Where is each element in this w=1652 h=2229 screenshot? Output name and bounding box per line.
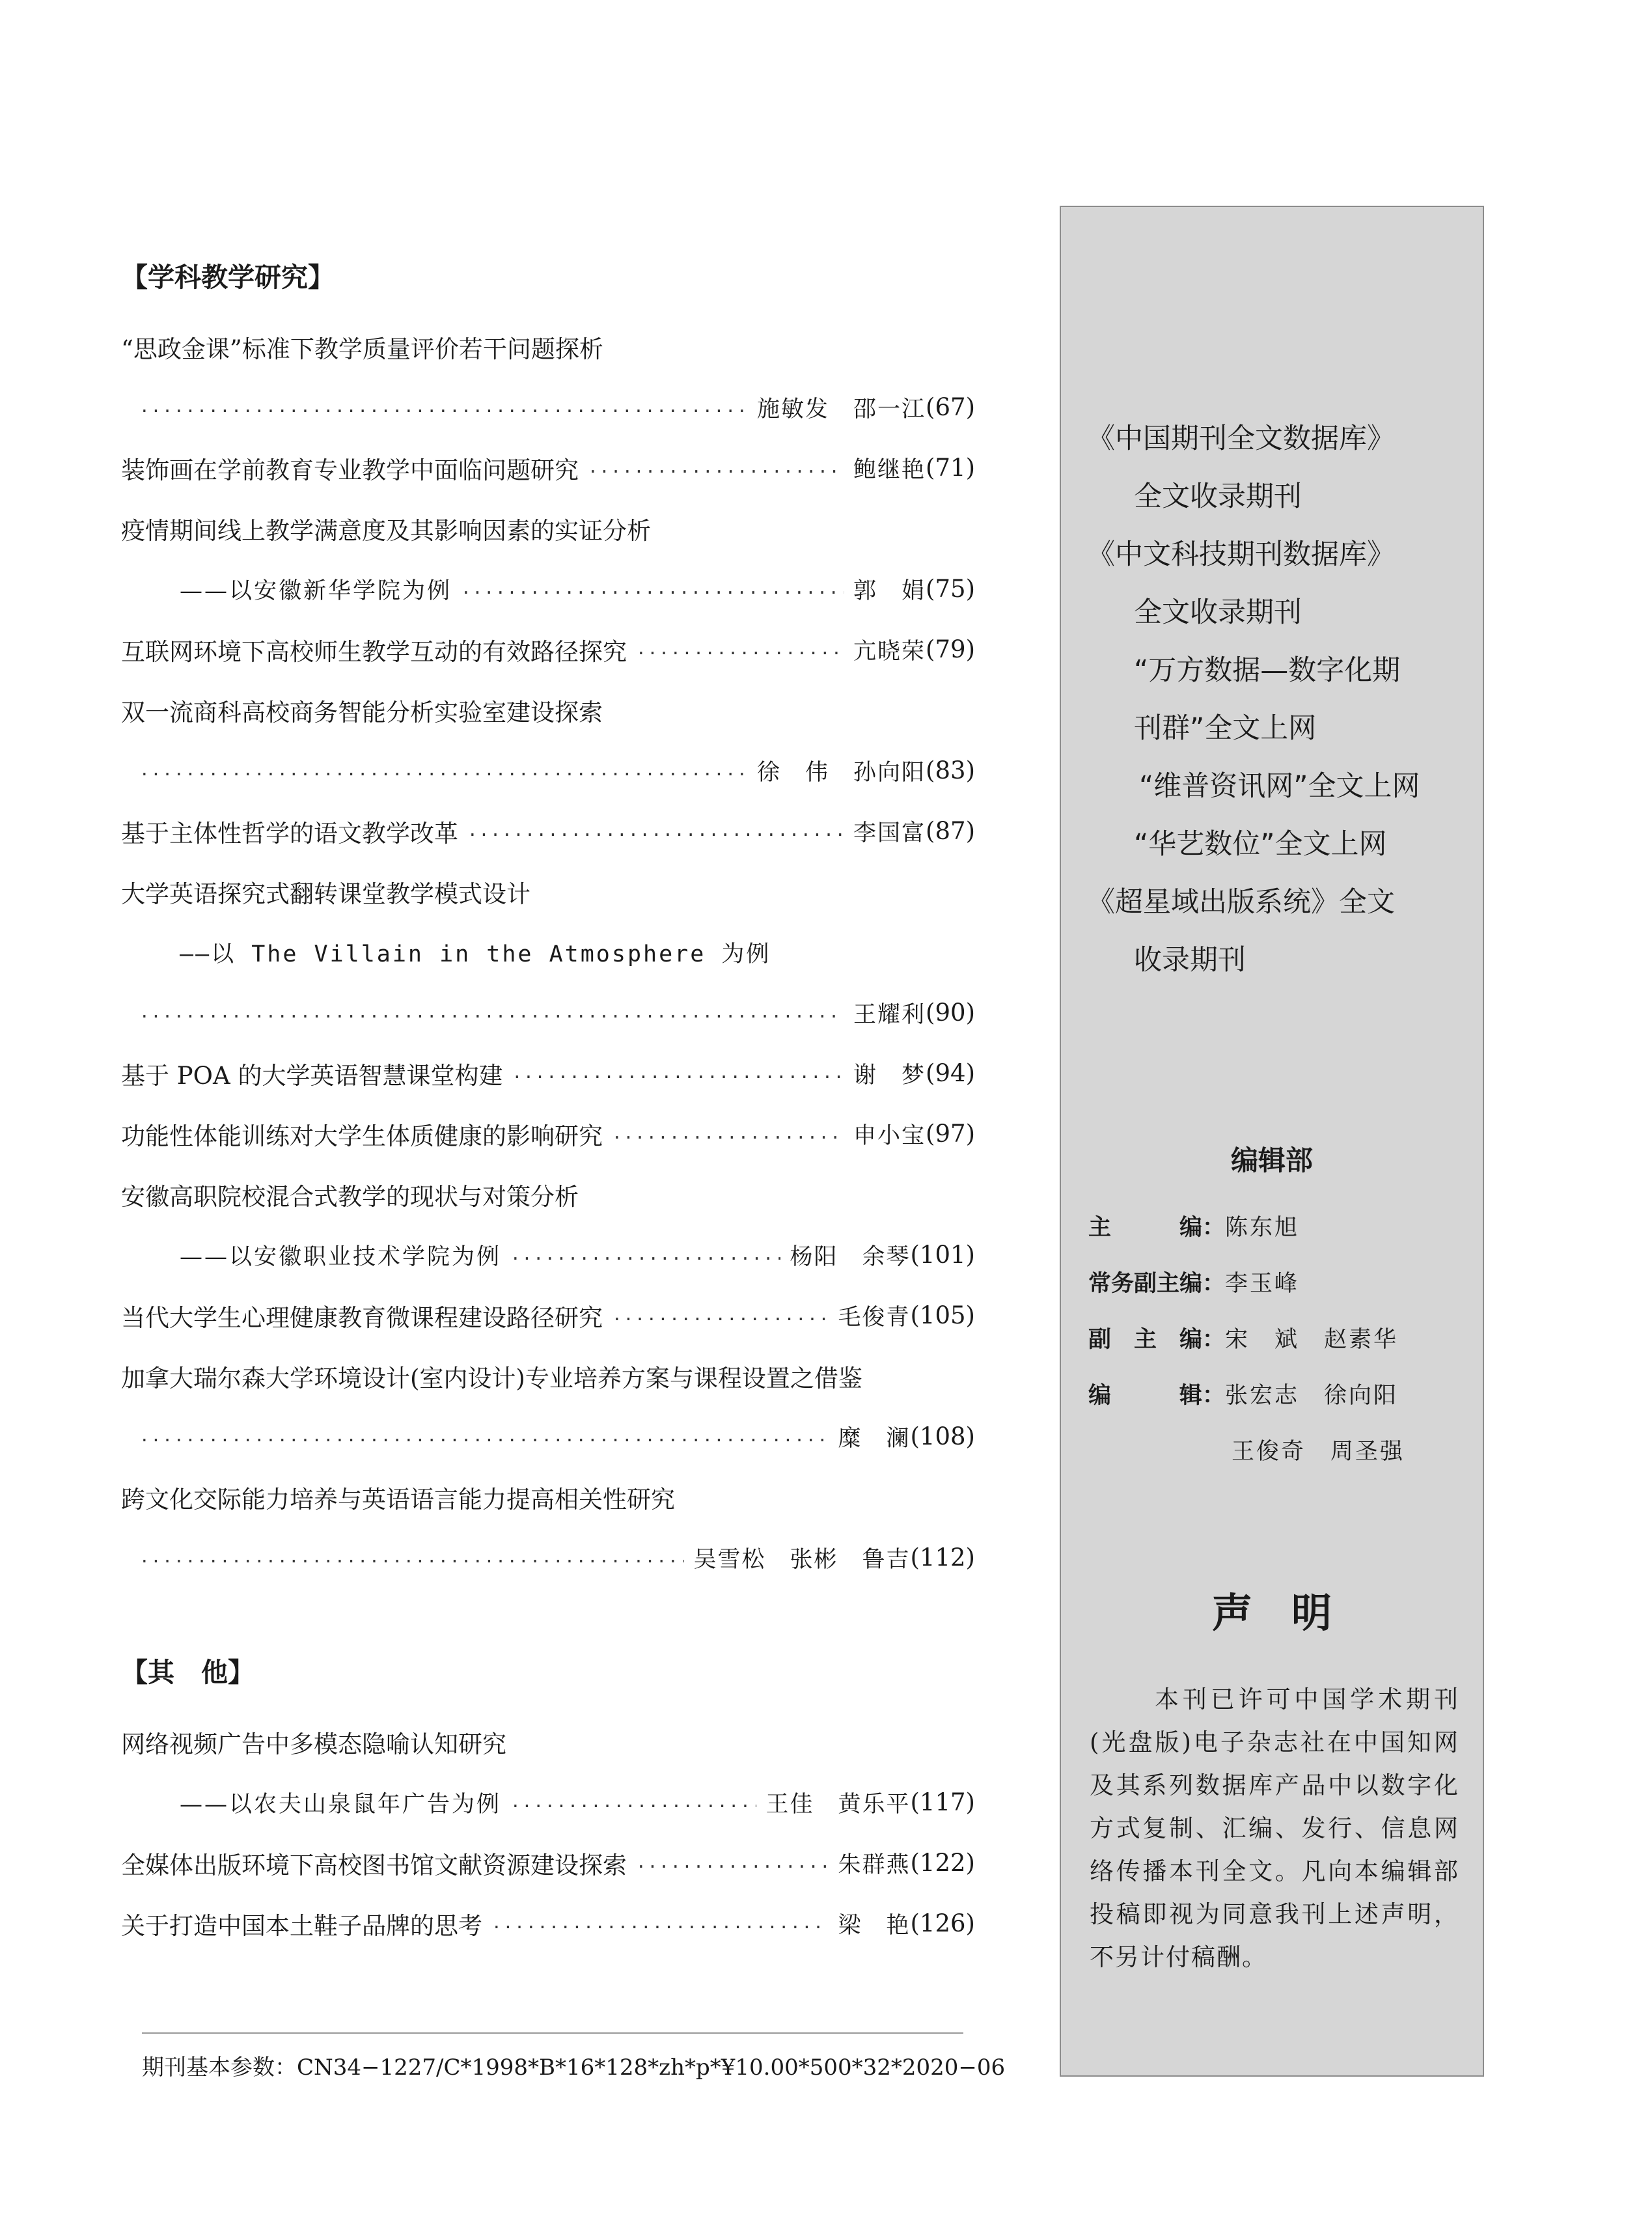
entry-author: 徐 伟 孙向阳 — [757, 759, 926, 786]
footer-rule — [142, 2032, 963, 2034]
toc-entry[interactable] — [121, 437, 975, 498]
toc-entry[interactable] — [121, 1406, 975, 1467]
entry-page: (90) — [926, 999, 975, 1027]
editorial-role: 常务副主编： — [1088, 1271, 1226, 1297]
entry-subtitle: ——以安徽职业技术学院为例 — [180, 1243, 502, 1270]
entry-title: 功能性体能训练对大学生体质健康的影响研究 — [121, 1122, 603, 1150]
toc-entry[interactable] — [121, 1346, 975, 1406]
leader-dots — [139, 1007, 844, 1027]
editorial-names: 李玉峰 — [1225, 1271, 1300, 1297]
database-line: 《中文科技期刊数据库》 — [1087, 538, 1395, 571]
declaration-title: 声明 — [1211, 1589, 1371, 1637]
entry-author: 糜 澜 — [838, 1425, 911, 1452]
entry-author: 施敏发 邵一江 — [757, 396, 926, 422]
section-heading: 【其 他】 — [121, 1657, 255, 1688]
entry-title: 基于主体性哲学的语文教学改革 — [121, 819, 458, 848]
entry-page: (117) — [910, 1788, 975, 1816]
editorial-role: 编 辑： — [1088, 1383, 1226, 1409]
toc-entry[interactable] — [121, 1833, 975, 1893]
editorial-names: 陈东旭 — [1225, 1215, 1300, 1241]
entry-page: (101) — [910, 1241, 975, 1269]
toc-entry[interactable] — [121, 1527, 975, 1588]
leader-dots — [636, 644, 844, 663]
entry-author: 谢 梦 — [853, 1062, 926, 1088]
leader-dots — [491, 1918, 829, 1937]
leader-dots — [139, 402, 748, 421]
editorial-names: 王俊奇 周圣强 — [1232, 1439, 1405, 1465]
editorial-row — [1232, 1433, 1405, 1466]
toc-entry[interactable] — [121, 801, 975, 861]
entry-author: 梁 艳 — [838, 1912, 911, 1939]
toc-entry[interactable] — [121, 740, 975, 801]
entry-title: 基于 POA 的大学英语智慧课堂构建 — [121, 1061, 503, 1090]
database-line: “万方数据—数字化期 — [1134, 654, 1401, 687]
entry-title: “思政金课”标准下教学质量评价若干问题探析 — [121, 335, 603, 363]
toc-entry[interactable] — [121, 861, 975, 922]
toc-entry[interactable] — [121, 1467, 975, 1527]
entry-page: (79) — [926, 635, 975, 663]
entry-title: 疫情期间线上教学满意度及其影响因素的实证分析 — [121, 516, 651, 545]
database-line: 刊群”全文上网 — [1134, 712, 1317, 745]
entry-page: (112) — [910, 1544, 975, 1571]
editorial-row — [1088, 1378, 1398, 1410]
entry-author: 亢晓荣 — [853, 638, 926, 665]
leader-dots — [461, 583, 844, 603]
leader-dots — [467, 825, 844, 845]
toc-entry[interactable] — [121, 316, 975, 377]
entry-page: (71) — [926, 454, 975, 482]
entry-subtitle: ——以农夫山泉鼠年广告为例 — [180, 1791, 502, 1818]
editorial-row — [1088, 1322, 1398, 1354]
entry-page: (122) — [910, 1849, 975, 1877]
entry-author: 李国富 — [853, 820, 926, 846]
entry-subtitle: ——以安徽新华学院为例 — [180, 577, 452, 604]
leader-dots — [510, 1249, 780, 1269]
toc-entry[interactable] — [121, 1893, 975, 1954]
editorial-names: 张宏志 徐向阳 — [1225, 1383, 1399, 1409]
database-line: “维普资讯网”全文上网 — [1139, 770, 1420, 803]
leader-dots — [139, 1431, 829, 1450]
leader-dots — [588, 462, 844, 482]
declaration-text: 本刊已许可中国学术期刊(光盘版)电子杂志社在中国知网及其系列数据库产品中以数字化方式复制、汇编、发行、信息网络传播本刊全文。凡向本编辑部投稿即视为同意我刊上述声明，不另计付稿酬。 — [1090, 1685, 1459, 1971]
database-line: 《超星域出版系统》全文 — [1087, 886, 1395, 919]
toc-entry[interactable] — [121, 559, 975, 619]
toc-entry[interactable] — [121, 619, 975, 680]
entry-page: (126) — [910, 1909, 975, 1937]
info-sidebar — [1060, 206, 1484, 2077]
entry-title: 加拿大瑞尔森大学环境设计(室内设计)专业培养方案与课程设置之借鉴 — [121, 1364, 862, 1392]
entry-author: 郭 娟 — [853, 577, 926, 604]
editorial-row — [1088, 1266, 1299, 1298]
leader-dots — [139, 765, 748, 784]
entry-page: (75) — [926, 575, 975, 603]
entry-author: 王耀利 — [853, 1001, 926, 1028]
entry-page: (94) — [926, 1059, 975, 1087]
entry-title: 大学英语探究式翻转课堂教学模式设计 — [121, 879, 530, 908]
entry-title: 当代大学生心理健康教育微课程建设路径研究 — [121, 1303, 603, 1332]
toc-entry[interactable] — [121, 1711, 975, 1772]
toc-entry[interactable] — [121, 1103, 975, 1164]
entry-author: 杨阳 余琴 — [790, 1243, 911, 1270]
toc-entry[interactable] — [121, 1043, 975, 1103]
toc-entry[interactable] — [121, 1164, 975, 1225]
entry-author: 朱群燕 — [838, 1851, 911, 1878]
database-line: 《中国期刊全文数据库》 — [1087, 422, 1395, 455]
journal-parameters: 期刊基本参数：CN34−1227/C*1998*B*16*128*zh*p*¥10.00*500*32*2020−06 — [142, 2055, 1006, 2081]
leader-dots — [612, 1128, 844, 1148]
entry-page: (67) — [926, 393, 975, 421]
table-of-contents — [121, 258, 975, 1954]
toc-entry[interactable] — [121, 498, 975, 559]
entry-title: 关于打造中国本土鞋子品牌的思考 — [121, 1911, 482, 1940]
toc-entry[interactable] — [121, 377, 975, 437]
editorial-title: 编辑部 — [1230, 1144, 1313, 1176]
leader-dots — [636, 1857, 829, 1877]
toc-entry[interactable] — [121, 1225, 975, 1285]
leader-dots — [512, 1068, 844, 1087]
entry-page: (105) — [910, 1301, 975, 1329]
leader-dots — [139, 1552, 684, 1571]
database-line: 全文收录期刊 — [1134, 480, 1302, 513]
toc-entry[interactable] — [121, 680, 975, 740]
database-list — [1087, 410, 1471, 990]
entry-author: 吴雪松 张彬 鲁吉 — [693, 1546, 911, 1573]
database-line: “华艺数位”全文上网 — [1134, 828, 1387, 861]
entry-page: (97) — [926, 1120, 975, 1148]
entry-author: 王佳 黄乐平 — [765, 1791, 911, 1818]
toc-entry[interactable] — [121, 982, 975, 1043]
toc-entry[interactable] — [121, 1772, 975, 1833]
editorial-role: 副 主 编： — [1088, 1327, 1226, 1353]
leader-dots — [612, 1310, 829, 1329]
entry-title: 安徽高职院校混合式教学的现状与对策分析 — [121, 1182, 579, 1211]
entry-subtitle: ——以 The Villain in the Atmosphere 为例 — [180, 941, 771, 967]
editorial-row — [1088, 1210, 1299, 1242]
database-line: 收录期刊 — [1134, 944, 1246, 976]
entry-author: 鲍继艳 — [853, 456, 926, 483]
section-heading: 【学科教学研究】 — [121, 262, 335, 293]
entry-title: 跨文化交际能力培养与英语语言能力提高相关性研究 — [121, 1485, 675, 1514]
entry-page: (83) — [926, 756, 975, 784]
entry-page: (108) — [910, 1422, 975, 1450]
leader-dots — [510, 1797, 756, 1816]
editorial-names: 宋 斌 赵素华 — [1225, 1327, 1399, 1353]
editorial-role: 主 编： — [1088, 1215, 1226, 1241]
entry-page: (87) — [926, 817, 975, 845]
toc-entry[interactable] — [121, 1285, 975, 1346]
entry-title: 全媒体出版环境下高校图书馆文献资源建设探索 — [121, 1851, 627, 1879]
database-line: 全文收录期刊 — [1134, 596, 1302, 629]
toc-entry[interactable] — [121, 922, 975, 982]
entry-title: 互联网环境下高校师生教学互动的有效路径探究 — [121, 637, 627, 666]
entry-title: 双一流商科高校商务智能分析实验室建设探索 — [121, 698, 603, 727]
entry-title: 网络视频广告中多模态隐喻认知研究 — [121, 1730, 506, 1758]
entry-title: 装饰画在学前教育专业教学中面临问题研究 — [121, 456, 579, 484]
entry-author: 毛俊青 — [838, 1304, 911, 1331]
entry-author: 申小宝 — [853, 1122, 926, 1149]
